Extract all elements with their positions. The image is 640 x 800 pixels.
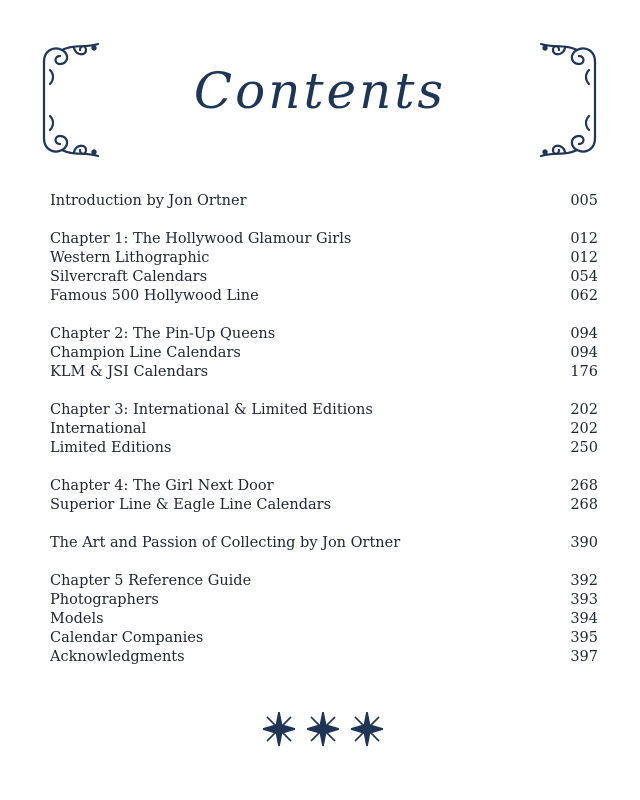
four-point-star-icon [307,712,339,746]
toc-entry [50,363,598,382]
toc-entry [50,401,598,420]
toc-entry [50,268,598,287]
toc-entry-label: Chapter 3: International & Limited Editions [50,402,373,418]
toc-entry [50,477,598,496]
toc-entry [50,230,598,249]
toc-entry-label: Models [50,611,104,627]
toc-entry-page: 062 [570,288,598,304]
toc-entry [50,629,598,648]
toc-entry [50,572,598,591]
toc-entry [50,287,598,306]
toc-entry-label: Silvercraft Calendars [50,269,208,285]
toc-entry-label: The Art and Passion of Collecting by Jon Ortner [50,535,401,551]
toc-entry [50,591,598,610]
toc-entry-label: Superior Line & Eagle Line Calendars [50,497,332,513]
toc-entry [50,534,598,553]
page-title: Contents [193,62,447,120]
toc-group [50,401,598,458]
toc-entry-label: Chapter 5 Reference Guide [50,573,252,589]
toc-entry-page: 202 [570,402,598,418]
toc-entry-page: 176 [570,364,598,380]
four-point-star-icon [263,712,295,746]
toc-entry [50,325,598,344]
toc-entry-page: 392 [570,573,598,589]
toc-entry-page: 005 [570,193,598,209]
toc-entry-page: 094 [570,326,598,342]
toc-entry [50,192,598,211]
toc-entry [50,344,598,363]
toc-entry-label: Champion Line Calendars [50,345,241,361]
toc-entry-page: 393 [570,592,598,608]
toc-entry-label: Chapter 4: The Girl Next Door [50,478,274,494]
toc-entry-page: 012 [570,250,598,266]
toc-group [50,230,598,306]
toc-entry-page: 250 [570,440,598,456]
toc-entry [50,648,598,667]
toc-group [50,192,598,211]
toc-entry-page: 394 [570,611,598,627]
toc-entry-page: 094 [570,345,598,361]
toc-entry-label: International [50,421,147,437]
toc-entry-label: KLM & JSI Calendars [50,364,209,380]
toc-entry-label: Calendar Companies [50,630,204,646]
toc-entry-page: 012 [570,231,598,247]
table-of-contents [50,192,598,686]
four-point-star-icon [351,712,383,746]
toc-entry-page: 054 [570,269,598,285]
toc-entry-page: 268 [570,497,598,513]
toc-entry [50,496,598,515]
toc-entry-label: Western Lithographic [50,250,210,266]
toc-entry [50,249,598,268]
toc-group [50,325,598,382]
toc-entry-label: Famous 500 Hollywood Line [50,288,259,304]
toc-entry-label: Chapter 1: The Hollywood Glamour Girls [50,231,352,247]
toc-entry-label: Photographers [50,592,159,608]
toc-entry-page: 268 [570,478,598,494]
toc-entry-label: Acknowledgments [50,649,185,665]
toc-entry-page: 202 [570,421,598,437]
toc-entry-label: Limited Editions [50,440,172,456]
toc-entry-label: Chapter 2: The Pin-Up Queens [50,326,276,342]
toc-entry [50,420,598,439]
toc-entry-page: 395 [570,630,598,646]
toc-group [50,572,598,667]
toc-entry [50,439,598,458]
star-divider [263,712,383,746]
toc-entry-page: 397 [570,649,598,665]
toc-group [50,477,598,515]
toc-entry-page: 390 [570,535,598,551]
toc-entry [50,610,598,629]
toc-group [50,534,598,553]
toc-entry-label: Introduction by Jon Ortner [50,193,247,209]
